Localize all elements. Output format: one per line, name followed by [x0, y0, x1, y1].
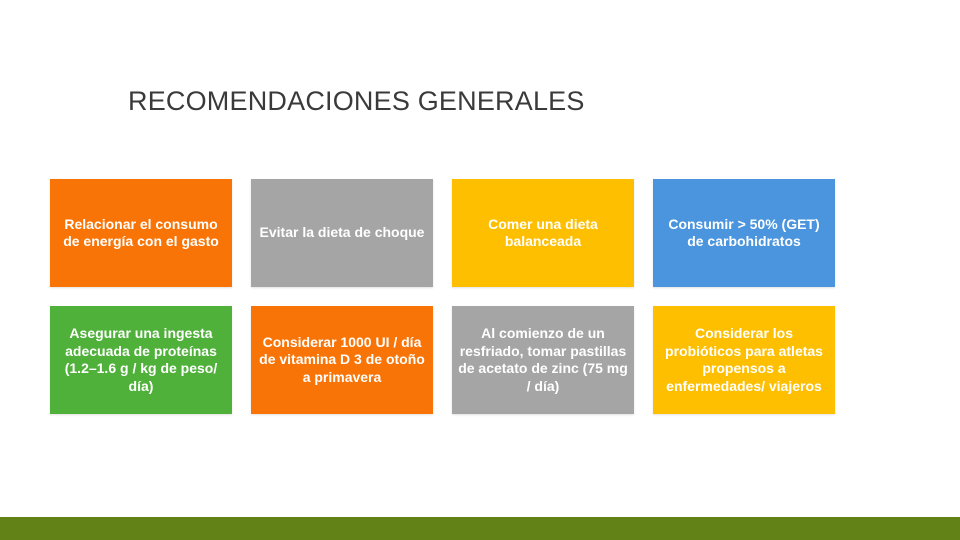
recommendation-text: Al comienzo de un resfriado, tomar pastillas de acetato de zinc (75 mg / día) — [458, 325, 628, 394]
recommendation-card-probiotics — [653, 306, 835, 414]
recommendation-card-crash-diet — [251, 179, 433, 287]
recommendation-card-carbohydrates — [653, 179, 835, 287]
recommendation-card-protein — [50, 306, 232, 414]
recommendation-card-zinc — [452, 306, 634, 414]
recommendation-text: Considerar los probióticos para atletas propensos a enfermedades/ viajeros — [665, 325, 823, 394]
recommendations-grid — [50, 179, 835, 414]
recommendation-card-balanced-diet — [452, 179, 634, 287]
recommendation-text: Relacionar el consumo de energía con el gasto — [63, 215, 219, 249]
recommendation-text: Comer una dieta balanceada — [488, 215, 598, 249]
slide-title: RECOMENDACIONES GENERALES — [128, 86, 585, 116]
recommendation-text: Asegurar una ingesta adecuada de proteínas (1.2–1.6 g / kg de peso/ día) — [64, 325, 218, 394]
recommendation-text: Evitar la dieta de choque — [259, 224, 425, 241]
recommendation-text: Considerar 1000 UI / día de vitamina D 3 de otoño a primavera — [259, 333, 425, 385]
footer-bar — [0, 517, 960, 540]
recommendation-card-vitamin-d — [251, 306, 433, 414]
recommendation-card-energy — [50, 179, 232, 287]
recommendation-text: Consumir > 50% (GET) de carbohidratos — [668, 215, 820, 249]
